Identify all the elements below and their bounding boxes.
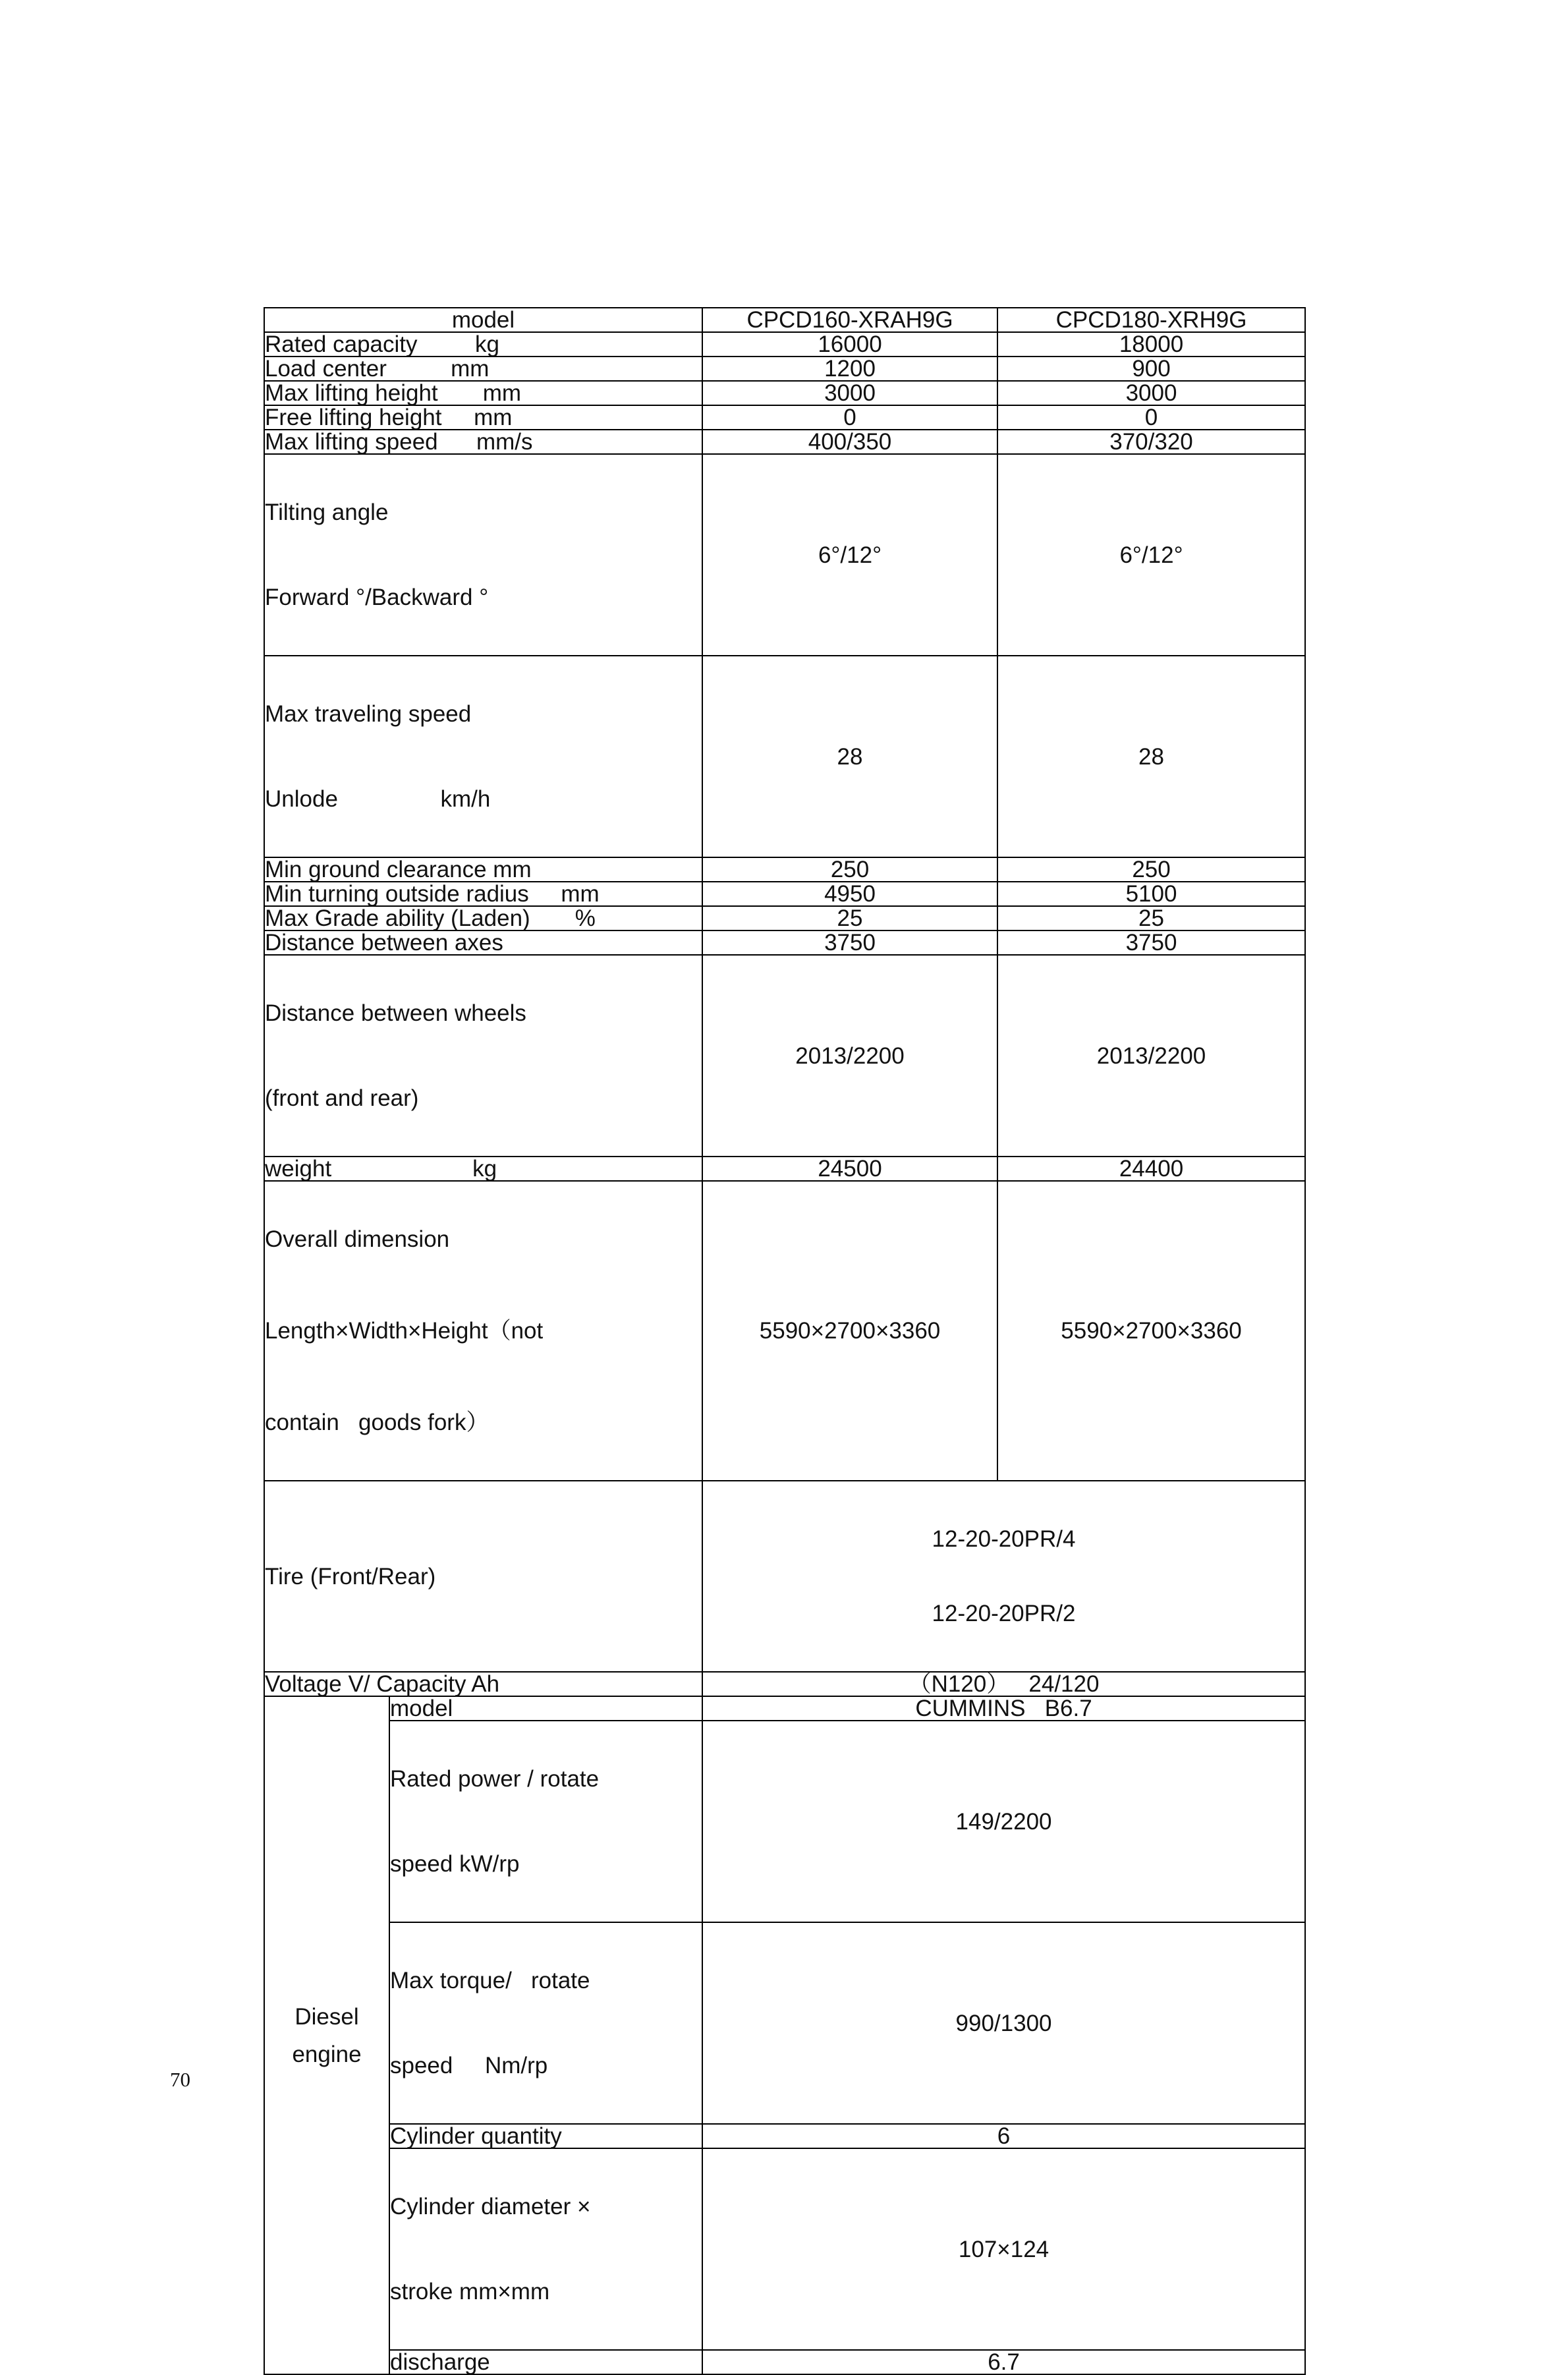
- table-row: [264, 454, 1305, 656]
- engine-row-label-cylinder-diameter: [389, 2148, 702, 2350]
- row-label-voltage-capacity: Voltage V/ Capacity Ah: [264, 1672, 702, 1696]
- row-value-min-ground-clearance-col2: 250: [997, 857, 1305, 882]
- row-label-distance-between-wheels-line2: (front and rear): [265, 1085, 419, 1111]
- table-row: [264, 906, 1305, 930]
- row-value-tire-line2: 12-20-20PR/2: [932, 1601, 1076, 1626]
- engine-group-label-line2: engine: [292, 2041, 362, 2067]
- row-label-max-traveling-speed-line1: Max traveling speed: [265, 701, 472, 727]
- row-label-min-turning-radius: Min turning outside radius mm: [264, 882, 702, 906]
- row-label-max-lifting-speed: Max lifting speed mm/s: [264, 430, 702, 454]
- row-value-rated-capacity-col1: 16000: [702, 332, 997, 357]
- row-label-max-grade-ability: Max Grade ability (Laden) %: [264, 906, 702, 930]
- row-value-tire: [702, 1481, 1305, 1672]
- row-value-max-traveling-speed-col2: 28: [997, 656, 1305, 857]
- row-value-tire-line1: 12-20-20PR/4: [932, 1526, 1076, 1552]
- table-row: [264, 656, 1305, 857]
- row-value-max-grade-ability-col1: 25: [702, 906, 997, 930]
- engine-row-value-discharge: 6.7: [702, 2350, 1305, 2374]
- table-row: [264, 332, 1305, 357]
- row-value-tilting-angle-col2: 6°/12°: [997, 454, 1305, 656]
- row-label-weight: weight kg: [264, 1157, 702, 1181]
- row-value-free-lifting-height-col2: 0: [997, 405, 1305, 430]
- row-label-max-traveling-speed: [264, 656, 702, 857]
- engine-row-label-rated-power-line1: Rated power / rotate: [390, 1766, 600, 1792]
- engine-row-label-discharge: discharge: [389, 2350, 702, 2374]
- table-row: [264, 955, 1305, 1157]
- table-row: [264, 1157, 1305, 1181]
- row-value-tilting-angle-col1: 6°/12°: [702, 454, 997, 656]
- row-value-distance-between-axes-col1: 3750: [702, 930, 997, 955]
- row-label-max-lifting-height: Max lifting height mm: [264, 381, 702, 405]
- engine-row-label-max-torque-line2: speed Nm/rp: [390, 2053, 548, 2078]
- table-row: [264, 857, 1305, 882]
- row-value-distance-between-wheels-col1: 2013/2200: [702, 955, 997, 1157]
- row-label-distance-between-wheels-line1: Distance between wheels: [265, 1000, 526, 1026]
- engine-row-value-cylinder-quantity: 6: [702, 2124, 1305, 2148]
- row-value-load-center-col1: 1200: [702, 357, 997, 381]
- row-value-min-turning-radius-col1: 4950: [702, 882, 997, 906]
- row-value-min-turning-radius-col2: 5100: [997, 882, 1305, 906]
- row-value-max-grade-ability-col2: 25: [997, 906, 1305, 930]
- engine-group-label: [264, 1696, 389, 2374]
- table-row: [264, 1672, 1305, 1696]
- engine-row-label-cylinder-quantity: Cylinder quantity: [389, 2124, 702, 2148]
- engine-row-label-cylinder-diameter-line2: stroke mm×mm: [390, 2279, 550, 2304]
- table-row: [264, 882, 1305, 906]
- page-number: 70: [170, 2068, 190, 2091]
- table-header-row: [264, 308, 1305, 332]
- engine-row-label-max-torque-line1: Max torque/ rotate: [390, 1968, 590, 1993]
- table-row-engine-rated-power: [264, 1721, 1305, 1922]
- row-label-free-lifting-height: Free lifting height mm: [264, 405, 702, 430]
- header-model-col1: CPCD160-XRAH9G: [702, 308, 997, 332]
- engine-group-label-line1: Diesel: [294, 2003, 359, 2030]
- engine-row-value-rated-power: 149/2200: [702, 1721, 1305, 1922]
- row-value-load-center-col2: 900: [997, 357, 1305, 381]
- table-row-engine-cylinder-diameter: [264, 2148, 1305, 2350]
- table-row-engine-cylinder-quantity: [264, 2124, 1305, 2148]
- engine-row-label-cylinder-diameter-line1: Cylinder diameter ×: [390, 2194, 591, 2219]
- row-value-weight-col1: 24500: [702, 1157, 997, 1181]
- engine-row-value-cylinder-diameter: 107×124: [702, 2148, 1305, 2350]
- row-label-overall-dimension-line1: Overall dimension: [265, 1226, 450, 1252]
- header-model-label: model: [264, 308, 702, 332]
- engine-row-value-max-torque: 990/1300: [702, 1922, 1305, 2124]
- row-label-max-traveling-speed-line2: Unlode km/h: [265, 786, 491, 812]
- row-value-overall-dimension-col1: 5590×2700×3360: [702, 1181, 997, 1481]
- row-label-tilting-angle-line1: Tilting angle: [265, 500, 389, 525]
- row-value-distance-between-axes-col2: 3750: [997, 930, 1305, 955]
- row-label-distance-between-axes: Distance between axes: [264, 930, 702, 955]
- row-value-rated-capacity-col2: 18000: [997, 332, 1305, 357]
- table-row: [264, 381, 1305, 405]
- row-value-max-lifting-height-col2: 3000: [997, 381, 1305, 405]
- table-row: [264, 430, 1305, 454]
- table-row-engine-discharge: [264, 2350, 1305, 2374]
- row-value-max-lifting-speed-col2: 370/320: [997, 430, 1305, 454]
- table-row: [264, 357, 1305, 381]
- row-label-overall-dimension-line3: contain goods fork）: [265, 1410, 490, 1435]
- table-row-engine-max-torque: [264, 1922, 1305, 2124]
- row-value-max-lifting-height-col1: 3000: [702, 381, 997, 405]
- row-label-tilting-angle: [264, 454, 702, 656]
- row-label-tilting-angle-line2: Forward °/Backward °: [265, 585, 489, 610]
- row-label-distance-between-wheels: [264, 955, 702, 1157]
- table-row: [264, 1481, 1305, 1672]
- table-row: [264, 930, 1305, 955]
- engine-row-label-rated-power-line2: speed kW/rp: [390, 1851, 520, 1877]
- row-value-max-lifting-speed-col1: 400/350: [702, 430, 997, 454]
- engine-row-value-model: CUMMINS B6.7: [702, 1696, 1305, 1721]
- row-label-min-ground-clearance: Min ground clearance mm: [264, 857, 702, 882]
- row-value-distance-between-wheels-col2: 2013/2200: [997, 955, 1305, 1157]
- engine-row-label-model: model: [389, 1696, 702, 1721]
- row-label-load-center: Load center mm: [264, 357, 702, 381]
- row-label-tire: Tire (Front/Rear): [264, 1481, 702, 1672]
- table-row: [264, 405, 1305, 430]
- row-label-overall-dimension-line2: Length×Width×Height（not: [265, 1318, 544, 1344]
- row-label-rated-capacity: Rated capacity kg: [264, 332, 702, 357]
- specification-table: [264, 307, 1306, 2375]
- row-value-free-lifting-height-col1: 0: [702, 405, 997, 430]
- row-value-voltage-capacity: （N120） 24/120: [702, 1672, 1305, 1696]
- engine-row-label-rated-power: [389, 1721, 702, 1922]
- row-value-weight-col2: 24400: [997, 1157, 1305, 1181]
- header-model-col2: CPCD180-XRH9G: [997, 308, 1305, 332]
- table-row: [264, 1181, 1305, 1481]
- row-value-min-ground-clearance-col1: 250: [702, 857, 997, 882]
- row-label-overall-dimension: [264, 1181, 702, 1481]
- engine-row-label-max-torque: [389, 1922, 702, 2124]
- row-value-overall-dimension-col2: 5590×2700×3360: [997, 1181, 1305, 1481]
- table-row-engine-model: [264, 1696, 1305, 1721]
- row-value-max-traveling-speed-col1: 28: [702, 656, 997, 857]
